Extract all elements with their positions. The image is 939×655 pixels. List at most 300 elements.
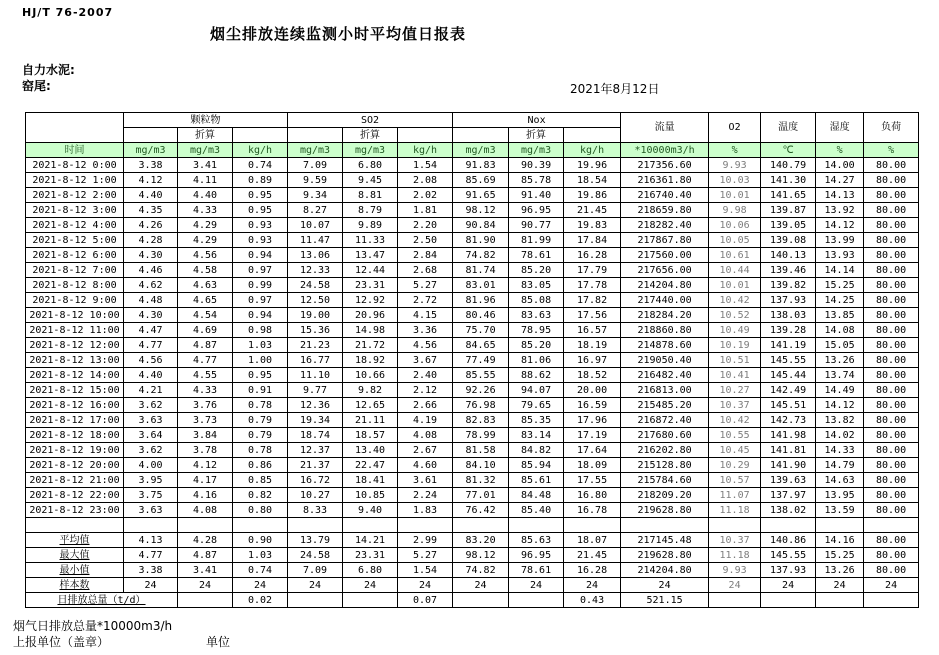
subheader-spacer bbox=[288, 128, 343, 143]
value-cell: 0.78 bbox=[233, 398, 288, 413]
value-cell: 24.58 bbox=[288, 548, 343, 563]
summary-label: 最大值 bbox=[26, 548, 124, 563]
value-cell: 4.40 bbox=[178, 188, 233, 203]
value-cell: 10.03 bbox=[709, 173, 761, 188]
subheader-converted-particulate: 折算 bbox=[178, 128, 233, 143]
value-cell: 12.50 bbox=[288, 293, 343, 308]
value-cell: 3.62 bbox=[124, 443, 178, 458]
unit-cell: mg/m3 bbox=[178, 143, 233, 158]
col-header-o2: O2 bbox=[709, 113, 761, 143]
value-cell: 0.93 bbox=[233, 218, 288, 233]
value-cell: 13.82 bbox=[816, 413, 864, 428]
value-cell: 4.30 bbox=[124, 308, 178, 323]
value-cell: 137.97 bbox=[761, 488, 816, 503]
value-cell: 80.00 bbox=[864, 353, 919, 368]
time-cell: 2021-8-12 10:00 bbox=[26, 308, 124, 323]
value-cell: 18.92 bbox=[343, 353, 398, 368]
table-row bbox=[26, 173, 919, 188]
value-cell: 81.32 bbox=[453, 473, 509, 488]
value-cell: 17.55 bbox=[564, 473, 621, 488]
value-cell: 10.45 bbox=[709, 443, 761, 458]
value-cell: 521.15 bbox=[621, 593, 709, 608]
value-cell: 76.98 bbox=[453, 398, 509, 413]
empty-cell bbox=[398, 518, 453, 533]
value-cell: 0.74 bbox=[233, 563, 288, 578]
table-row bbox=[26, 368, 919, 383]
value-cell: 10.41 bbox=[709, 368, 761, 383]
value-cell: 17.19 bbox=[564, 428, 621, 443]
value-cell: 10.27 bbox=[288, 488, 343, 503]
value-cell: 145.55 bbox=[761, 353, 816, 368]
unit-cell: kg/h bbox=[398, 143, 453, 158]
value-cell: 4.56 bbox=[398, 338, 453, 353]
value-cell: 80.00 bbox=[864, 458, 919, 473]
value-cell: 0.86 bbox=[233, 458, 288, 473]
value-cell: 78.99 bbox=[453, 428, 509, 443]
subheader-spacer bbox=[124, 128, 178, 143]
value-cell: 18.07 bbox=[564, 533, 621, 548]
value-cell: 8.81 bbox=[343, 188, 398, 203]
time-cell: 2021-8-12 20:00 bbox=[26, 458, 124, 473]
value-cell: 17.79 bbox=[564, 263, 621, 278]
value-cell: 19.83 bbox=[564, 218, 621, 233]
value-cell: 4.30 bbox=[124, 248, 178, 263]
value-cell: 80.00 bbox=[864, 443, 919, 458]
empty-cell bbox=[564, 518, 621, 533]
value-cell: 80.00 bbox=[864, 173, 919, 188]
value-cell: 1.03 bbox=[233, 338, 288, 353]
subheader-converted-so2: 折算 bbox=[343, 128, 398, 143]
table-row bbox=[26, 398, 919, 413]
value-cell: 13.79 bbox=[288, 533, 343, 548]
value-cell: 78.95 bbox=[509, 323, 564, 338]
value-cell: 17.82 bbox=[564, 293, 621, 308]
table-row bbox=[26, 293, 919, 308]
value-cell: 81.58 bbox=[453, 443, 509, 458]
table-row bbox=[26, 383, 919, 398]
unit-cell: kg/h bbox=[233, 143, 288, 158]
value-cell: 14.12 bbox=[816, 218, 864, 233]
value-cell: 19.34 bbox=[288, 413, 343, 428]
empty-cell bbox=[709, 518, 761, 533]
value-cell: 8.27 bbox=[288, 203, 343, 218]
value-cell: 24 bbox=[398, 578, 453, 593]
summary-row bbox=[26, 533, 919, 548]
value-cell: 11.47 bbox=[288, 233, 343, 248]
unit-cell: % bbox=[709, 143, 761, 158]
value-cell: 0.07 bbox=[398, 593, 453, 608]
value-cell: 24 bbox=[233, 578, 288, 593]
value-cell: 9.98 bbox=[709, 203, 761, 218]
unit-cell: mg/m3 bbox=[453, 143, 509, 158]
value-cell: 1.81 bbox=[398, 203, 453, 218]
value-cell: 218282.40 bbox=[621, 218, 709, 233]
value-cell: 10.27 bbox=[709, 383, 761, 398]
value-cell: 0.79 bbox=[233, 413, 288, 428]
value-cell: 216202.80 bbox=[621, 443, 709, 458]
table-row bbox=[26, 338, 919, 353]
value-cell: 217440.00 bbox=[621, 293, 709, 308]
value-cell: 18.41 bbox=[343, 473, 398, 488]
table-row bbox=[26, 188, 919, 203]
value-cell: 3.41 bbox=[178, 158, 233, 173]
value-cell: 80.00 bbox=[864, 548, 919, 563]
value-cell: 13.59 bbox=[816, 503, 864, 518]
value-cell: 0.94 bbox=[233, 248, 288, 263]
value-cell: 4.26 bbox=[124, 218, 178, 233]
value-cell: 80.46 bbox=[453, 308, 509, 323]
value-cell: 14.79 bbox=[816, 458, 864, 473]
time-cell: 2021-8-12 8:00 bbox=[26, 278, 124, 293]
value-cell: 18.09 bbox=[564, 458, 621, 473]
value-cell: 80.00 bbox=[864, 278, 919, 293]
value-cell: 145.44 bbox=[761, 368, 816, 383]
value-cell: 14.98 bbox=[343, 323, 398, 338]
value-cell: 11.18 bbox=[709, 503, 761, 518]
value-cell: 141.90 bbox=[761, 458, 816, 473]
value-cell: 83.01 bbox=[453, 278, 509, 293]
value-cell: 23.31 bbox=[343, 548, 398, 563]
value-cell: 12.33 bbox=[288, 263, 343, 278]
value-cell: 10.61 bbox=[709, 248, 761, 263]
value-cell: 85.08 bbox=[509, 293, 564, 308]
value-cell: 10.29 bbox=[709, 458, 761, 473]
time-cell: 2021-8-12 16:00 bbox=[26, 398, 124, 413]
value-cell: 10.44 bbox=[709, 263, 761, 278]
value-cell: 4.29 bbox=[178, 218, 233, 233]
value-cell: 1.00 bbox=[233, 353, 288, 368]
value-cell: 18.57 bbox=[343, 428, 398, 443]
value-cell: 13.47 bbox=[343, 248, 398, 263]
value-cell: 0.74 bbox=[233, 158, 288, 173]
value-cell: 85.20 bbox=[509, 338, 564, 353]
value-cell bbox=[709, 593, 761, 608]
summary-label: 平均值 bbox=[26, 533, 124, 548]
value-cell: 75.70 bbox=[453, 323, 509, 338]
value-cell: 10.51 bbox=[709, 353, 761, 368]
value-cell: 4.63 bbox=[178, 278, 233, 293]
value-cell: 98.12 bbox=[453, 548, 509, 563]
value-cell: 13.95 bbox=[816, 488, 864, 503]
time-cell: 2021-8-12 23:00 bbox=[26, 503, 124, 518]
value-cell: 85.94 bbox=[509, 458, 564, 473]
value-cell: 20.00 bbox=[564, 383, 621, 398]
value-cell: 0.98 bbox=[233, 323, 288, 338]
table-row bbox=[26, 458, 919, 473]
value-cell: 137.93 bbox=[761, 293, 816, 308]
value-cell: 138.03 bbox=[761, 308, 816, 323]
value-cell: 145.51 bbox=[761, 398, 816, 413]
value-cell: 219628.80 bbox=[621, 548, 709, 563]
time-cell: 2021-8-12 11:00 bbox=[26, 323, 124, 338]
value-cell: 6.80 bbox=[343, 563, 398, 578]
value-cell: 24 bbox=[343, 578, 398, 593]
time-cell: 2021-8-12 9:00 bbox=[26, 293, 124, 308]
value-cell: 4.69 bbox=[178, 323, 233, 338]
value-cell: 10.19 bbox=[709, 338, 761, 353]
value-cell: 84.48 bbox=[509, 488, 564, 503]
value-cell: 88.62 bbox=[509, 368, 564, 383]
unit-cell: mg/m3 bbox=[509, 143, 564, 158]
value-cell: 18.19 bbox=[564, 338, 621, 353]
value-cell: 3.73 bbox=[178, 413, 233, 428]
header-row-units bbox=[26, 143, 919, 158]
value-cell: 94.07 bbox=[509, 383, 564, 398]
time-cell: 2021-8-12 6:00 bbox=[26, 248, 124, 263]
value-cell: 2.68 bbox=[398, 263, 453, 278]
value-cell: 80.00 bbox=[864, 383, 919, 398]
value-cell: 13.26 bbox=[816, 563, 864, 578]
value-cell: 16.28 bbox=[564, 248, 621, 263]
value-cell: 0.99 bbox=[233, 278, 288, 293]
value-cell bbox=[453, 593, 509, 608]
empty-cell bbox=[509, 518, 564, 533]
value-cell: 138.02 bbox=[761, 503, 816, 518]
value-cell: 9.89 bbox=[343, 218, 398, 233]
value-cell: 4.16 bbox=[178, 488, 233, 503]
value-cell: 80.00 bbox=[864, 533, 919, 548]
table-row bbox=[26, 158, 919, 173]
time-header-spacer bbox=[26, 113, 124, 143]
value-cell: 24 bbox=[864, 578, 919, 593]
time-cell: 2021-8-12 4:00 bbox=[26, 218, 124, 233]
value-cell: 3.62 bbox=[124, 398, 178, 413]
value-cell: 4.33 bbox=[178, 383, 233, 398]
value-cell: 80.00 bbox=[864, 338, 919, 353]
value-cell: 17.96 bbox=[564, 413, 621, 428]
empty-cell bbox=[816, 518, 864, 533]
value-cell: 80.00 bbox=[864, 428, 919, 443]
value-cell: 23.31 bbox=[343, 278, 398, 293]
empty-cell bbox=[26, 518, 124, 533]
value-cell: 217560.00 bbox=[621, 248, 709, 263]
value-cell: 85.61 bbox=[509, 473, 564, 488]
value-cell: 217680.60 bbox=[621, 428, 709, 443]
value-cell: 4.58 bbox=[178, 263, 233, 278]
empty-cell bbox=[233, 518, 288, 533]
value-cell: 21.45 bbox=[564, 203, 621, 218]
value-cell: 10.66 bbox=[343, 368, 398, 383]
value-cell: 19.96 bbox=[564, 158, 621, 173]
value-cell: 4.40 bbox=[124, 368, 178, 383]
value-cell: 218659.80 bbox=[621, 203, 709, 218]
value-cell: 0.89 bbox=[233, 173, 288, 188]
value-cell: 4.40 bbox=[124, 188, 178, 203]
value-cell: 9.82 bbox=[343, 383, 398, 398]
value-cell: 10.85 bbox=[343, 488, 398, 503]
value-cell: 24 bbox=[761, 578, 816, 593]
value-cell: 0.82 bbox=[233, 488, 288, 503]
value-cell: 80.00 bbox=[864, 503, 919, 518]
time-cell: 2021-8-12 22:00 bbox=[26, 488, 124, 503]
value-cell: 4.87 bbox=[178, 548, 233, 563]
value-cell: 216740.40 bbox=[621, 188, 709, 203]
value-cell: 80.00 bbox=[864, 413, 919, 428]
value-cell: 141.19 bbox=[761, 338, 816, 353]
value-cell: 218860.80 bbox=[621, 323, 709, 338]
value-cell: 139.28 bbox=[761, 323, 816, 338]
value-cell: 96.95 bbox=[509, 203, 564, 218]
value-cell: 98.12 bbox=[453, 203, 509, 218]
value-cell: 85.20 bbox=[509, 263, 564, 278]
value-cell: 5.27 bbox=[398, 548, 453, 563]
value-cell: 4.62 bbox=[124, 278, 178, 293]
value-cell: 4.77 bbox=[124, 548, 178, 563]
value-cell: 14.12 bbox=[816, 398, 864, 413]
col-group-particulate: 颗粒物 bbox=[124, 113, 288, 128]
value-cell: 10.06 bbox=[709, 218, 761, 233]
value-cell: 217356.60 bbox=[621, 158, 709, 173]
value-cell: 0.79 bbox=[233, 428, 288, 443]
value-cell: 9.34 bbox=[288, 188, 343, 203]
table-row bbox=[26, 488, 919, 503]
table-row bbox=[26, 233, 919, 248]
summary-label: 样本数 bbox=[26, 578, 124, 593]
time-cell: 2021-8-12 19:00 bbox=[26, 443, 124, 458]
value-cell: 0.94 bbox=[233, 308, 288, 323]
value-cell: 0.91 bbox=[233, 383, 288, 398]
time-column-header: 时间 bbox=[26, 143, 124, 158]
value-cell: 17.84 bbox=[564, 233, 621, 248]
value-cell: 2.24 bbox=[398, 488, 453, 503]
value-cell: 8.33 bbox=[288, 503, 343, 518]
value-cell: 80.00 bbox=[864, 398, 919, 413]
value-cell: 4.54 bbox=[178, 308, 233, 323]
value-cell: 4.12 bbox=[178, 458, 233, 473]
value-cell: 77.01 bbox=[453, 488, 509, 503]
value-cell: 14.63 bbox=[816, 473, 864, 488]
value-cell bbox=[288, 593, 343, 608]
value-cell: 4.00 bbox=[124, 458, 178, 473]
value-cell: 3.67 bbox=[398, 353, 453, 368]
value-cell: 11.07 bbox=[709, 488, 761, 503]
value-cell: 21.72 bbox=[343, 338, 398, 353]
value-cell: 85.63 bbox=[509, 533, 564, 548]
value-cell: 0.95 bbox=[233, 188, 288, 203]
value-cell: 11.10 bbox=[288, 368, 343, 383]
value-cell: 218209.20 bbox=[621, 488, 709, 503]
value-cell: 13.74 bbox=[816, 368, 864, 383]
empty-cell bbox=[621, 518, 709, 533]
value-cell: 3.75 bbox=[124, 488, 178, 503]
value-cell: 76.42 bbox=[453, 503, 509, 518]
value-cell: 4.35 bbox=[124, 203, 178, 218]
time-cell: 2021-8-12 5:00 bbox=[26, 233, 124, 248]
value-cell: 17.78 bbox=[564, 278, 621, 293]
col-group-so2: SO2 bbox=[288, 113, 453, 128]
value-cell: 18.74 bbox=[288, 428, 343, 443]
value-cell: 3.38 bbox=[124, 158, 178, 173]
value-cell: 140.13 bbox=[761, 248, 816, 263]
value-cell: 79.65 bbox=[509, 398, 564, 413]
value-cell: 1.54 bbox=[398, 158, 453, 173]
value-cell: 2.20 bbox=[398, 218, 453, 233]
report-table bbox=[25, 112, 919, 608]
value-cell: 4.08 bbox=[178, 503, 233, 518]
value-cell: 139.08 bbox=[761, 233, 816, 248]
value-cell: 19.00 bbox=[288, 308, 343, 323]
value-cell: 140.86 bbox=[761, 533, 816, 548]
value-cell: 91.40 bbox=[509, 188, 564, 203]
value-cell: 77.49 bbox=[453, 353, 509, 368]
empty-cell bbox=[761, 518, 816, 533]
value-cell: 15.05 bbox=[816, 338, 864, 353]
value-cell: 216482.40 bbox=[621, 368, 709, 383]
time-cell: 2021-8-12 0:00 bbox=[26, 158, 124, 173]
value-cell: 2.99 bbox=[398, 533, 453, 548]
value-cell: 1.83 bbox=[398, 503, 453, 518]
value-cell: 12.65 bbox=[343, 398, 398, 413]
table-row bbox=[26, 323, 919, 338]
value-cell: 80.00 bbox=[864, 248, 919, 263]
empty-cell bbox=[124, 518, 178, 533]
value-cell: 216361.80 bbox=[621, 173, 709, 188]
value-cell: 85.55 bbox=[453, 368, 509, 383]
subheader-converted-nox: 折算 bbox=[509, 128, 564, 143]
value-cell: 21.37 bbox=[288, 458, 343, 473]
value-cell: 16.80 bbox=[564, 488, 621, 503]
time-cell: 2021-8-12 15:00 bbox=[26, 383, 124, 398]
time-cell: 2021-8-12 12:00 bbox=[26, 338, 124, 353]
subheader-spacer bbox=[453, 128, 509, 143]
table-row bbox=[26, 203, 919, 218]
location-label: 窑尾: bbox=[22, 79, 51, 93]
value-cell: 15.25 bbox=[816, 278, 864, 293]
value-cell: 80.00 bbox=[864, 293, 919, 308]
standard-number: HJ/T 76-2007 bbox=[22, 6, 114, 19]
value-cell: 80.00 bbox=[864, 188, 919, 203]
value-cell: 14.02 bbox=[816, 428, 864, 443]
unit-cell: mg/m3 bbox=[343, 143, 398, 158]
value-cell: 4.28 bbox=[178, 533, 233, 548]
value-cell: 13.40 bbox=[343, 443, 398, 458]
header-row-groups bbox=[26, 113, 919, 128]
value-cell: 217656.00 bbox=[621, 263, 709, 278]
col-header-load: 负荷 bbox=[864, 113, 919, 143]
value-cell: 3.64 bbox=[124, 428, 178, 443]
value-cell: 16.72 bbox=[288, 473, 343, 488]
value-cell: 2.50 bbox=[398, 233, 453, 248]
value-cell: 2.72 bbox=[398, 293, 453, 308]
value-cell: 14.27 bbox=[816, 173, 864, 188]
value-cell: 16.57 bbox=[564, 323, 621, 338]
value-cell: 24 bbox=[288, 578, 343, 593]
value-cell: 14.25 bbox=[816, 293, 864, 308]
table-row bbox=[26, 443, 919, 458]
value-cell: 141.30 bbox=[761, 173, 816, 188]
page-title: 烟尘排放连续监测小时平均值日报表 bbox=[210, 25, 467, 43]
value-cell: 16.78 bbox=[564, 503, 621, 518]
col-header-temp: 温度 bbox=[761, 113, 816, 143]
value-cell: 215784.60 bbox=[621, 473, 709, 488]
value-cell: 90.84 bbox=[453, 218, 509, 233]
value-cell: 9.40 bbox=[343, 503, 398, 518]
table-row bbox=[26, 428, 919, 443]
value-cell: 10.55 bbox=[709, 428, 761, 443]
value-cell: 0.97 bbox=[233, 293, 288, 308]
value-cell: 142.73 bbox=[761, 413, 816, 428]
value-cell: 84.65 bbox=[453, 338, 509, 353]
value-cell: 10.42 bbox=[709, 413, 761, 428]
time-cell: 2021-8-12 3:00 bbox=[26, 203, 124, 218]
value-cell: 3.38 bbox=[124, 563, 178, 578]
value-cell: 218284.20 bbox=[621, 308, 709, 323]
value-cell: 145.55 bbox=[761, 548, 816, 563]
value-cell: 21.23 bbox=[288, 338, 343, 353]
value-cell: 3.36 bbox=[398, 323, 453, 338]
value-cell: 24 bbox=[178, 578, 233, 593]
value-cell: 10.01 bbox=[709, 278, 761, 293]
